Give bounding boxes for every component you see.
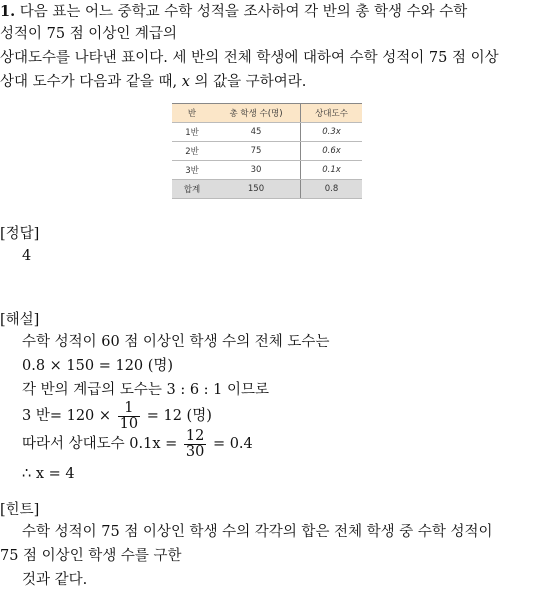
table-cell: 0.6x xyxy=(301,142,363,161)
table-cell: 3반 xyxy=(172,161,212,180)
fraction-denominator: 30 xyxy=(185,443,205,460)
hint-label: [힌트] xyxy=(0,502,40,518)
table-cell: 0.1x xyxy=(301,161,363,180)
fraction-denominator: 10 xyxy=(119,415,139,432)
fraction-numerator: 1 xyxy=(118,401,140,417)
table-cell: 1반 xyxy=(172,123,212,142)
table-cell: 2반 xyxy=(172,142,212,161)
table-header-row xyxy=(172,104,362,123)
problem-text-2: 성적이 75 점 이상인 계급의 xyxy=(0,26,177,42)
table-cell: 45 xyxy=(212,123,301,142)
table-cell: 합계 xyxy=(172,180,212,199)
problem-text-4a: 상대 도수가 다음과 같을 때, xyxy=(0,74,182,90)
solution-line-5-suffix: = 0.4 xyxy=(212,436,253,452)
problem-text-3: 상대도수를 나타낸 표이다. 세 반의 전체 학생에 대하여 수학 성적이 75 점 이상 xyxy=(0,50,499,66)
problem-text-1: 다음 표는 어느 중학교 수학 성적을 조사하여 각 반의 총 학생 수와 수학 xyxy=(19,4,468,20)
relative-frequency-table xyxy=(172,103,362,199)
table-row xyxy=(172,161,362,180)
table-row xyxy=(172,123,362,142)
table-header-class: 반 xyxy=(172,104,212,123)
problem-number: 1. xyxy=(0,3,16,20)
table-header-relative-frequency: 상대도수 xyxy=(301,104,363,123)
solution-line-5-prefix: 따라서 상대도수 0.1x = xyxy=(22,436,178,452)
answer-label: [정답] xyxy=(0,226,40,242)
solution-line-6: ∴ x = 4 xyxy=(22,466,75,482)
table-cell: 0.3x xyxy=(301,123,363,142)
table-cell: 30 xyxy=(212,161,301,180)
table-cell: 150 xyxy=(212,180,301,199)
hint-line-3: 것과 같다. xyxy=(22,572,88,588)
hint-line-1: 수학 성적이 75 점 이상인 학생 수의 각각의 합은 전체 학생 중 수학 성적이 xyxy=(22,524,493,540)
table-total-row xyxy=(172,180,362,199)
problem-line-4 xyxy=(0,72,306,92)
solution-line-4-prefix: 3 반= 120 × xyxy=(22,408,112,424)
problem-line-1 xyxy=(0,2,467,22)
answer-value: 4 xyxy=(22,248,32,264)
solution-line-2: 0.8 × 150 = 120 (명) xyxy=(22,358,174,374)
table-cell: 0.8 xyxy=(301,180,363,199)
solution-line-3: 각 반의 계급의 도수는 3 : 6 : 1 이므로 xyxy=(22,382,270,398)
variable-x: x xyxy=(181,74,190,90)
solution-label: [해설] xyxy=(0,312,40,328)
solution-line-4-suffix: = 12 (명) xyxy=(146,408,212,424)
table-header-students: 총 학생 수(명) xyxy=(212,104,301,123)
table-row xyxy=(172,142,362,161)
solution-line-1: 수학 성적이 60 점 이상인 학생 수의 전체 도수는 xyxy=(22,334,330,350)
hint-line-2: 75 점 이상인 학생 수를 구한 xyxy=(0,548,182,564)
solution-line-5 xyxy=(22,426,253,462)
table-cell: 75 xyxy=(212,142,301,161)
problem-text-4b: 의 값을 구하여라. xyxy=(189,74,307,90)
fraction-twelve-thirtieths xyxy=(184,429,206,460)
fraction-numerator: 12 xyxy=(185,427,205,444)
